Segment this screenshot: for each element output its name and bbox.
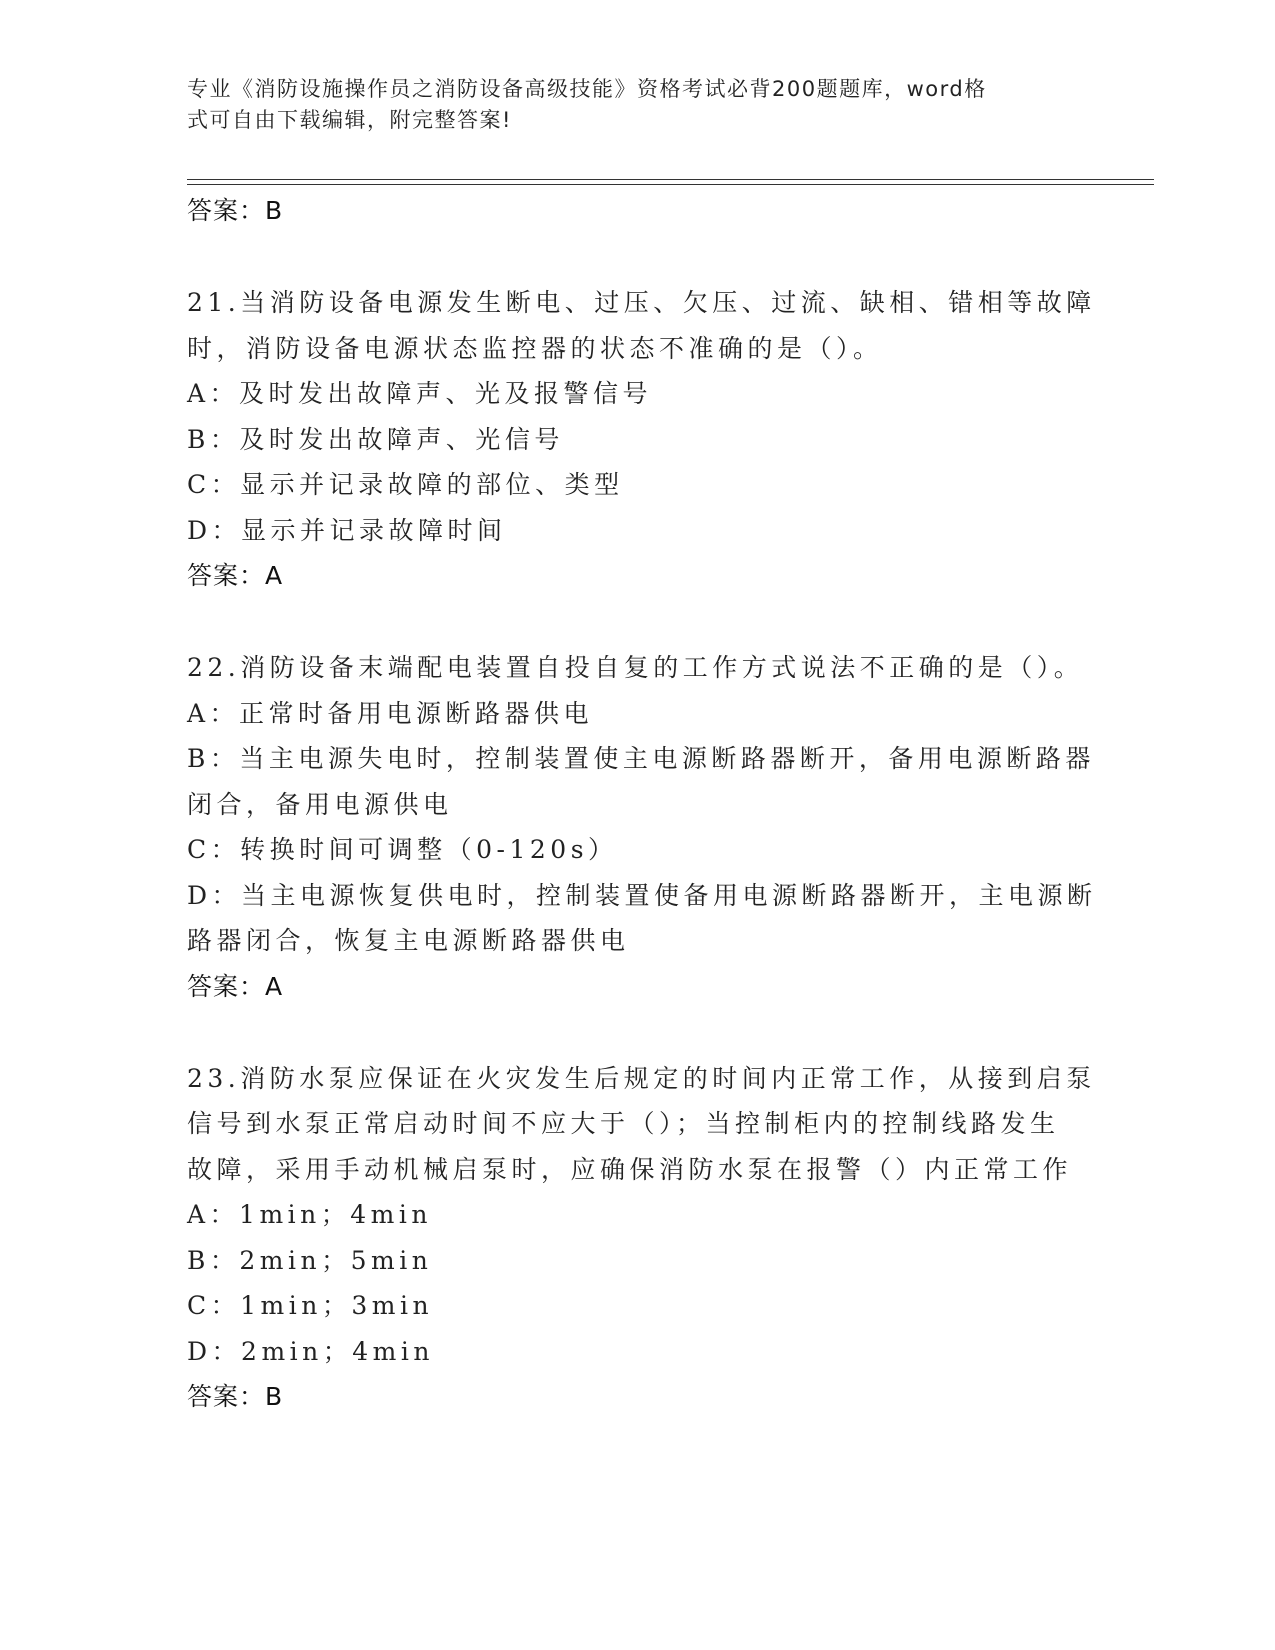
question-text-line: 信号到水泵正常启动时间不应大于（）；当控制柜内的控制线路发生 <box>187 1109 1060 1138</box>
option-c: C：1min；3min <box>187 1291 434 1320</box>
question-21 <box>187 280 1096 599</box>
question-23 <box>187 1056 1096 1421</box>
question-text-line: 23.消防水泵应保证在火灾发生后规定的时间内正常工作，从接到启泵 <box>187 1063 1096 1093</box>
question-22 <box>187 645 1097 1010</box>
answer-22: 答案：A <box>187 971 284 1001</box>
question-text-line: 时，消防设备电源状态监控器的状态不准确的是（）。 <box>187 333 883 363</box>
option-b-continued: 闭合，备用电源供电 <box>187 789 453 819</box>
question-text-line: 22.消防设备末端配电装置自投自复的工作方式说法不正确的是（）。 <box>187 653 1084 682</box>
option-d: D：显示并记录故障时间 <box>187 515 507 545</box>
option-b: B：及时发出故障声、光信号 <box>187 424 564 454</box>
answer-23: 答案：B <box>187 1382 284 1411</box>
option-b: B：2min；5min <box>187 1245 433 1275</box>
option-c: C：转换时间可调整（0-120s） <box>187 835 618 864</box>
option-a: A：正常时备用电源断路器供电 <box>187 698 594 728</box>
option-d: D：当主电源恢复供电时，控制装置使备用电源断路器断开，主电源断 <box>187 880 1097 910</box>
option-a: A：1min；4min <box>187 1200 432 1229</box>
header-divider-top <box>187 179 1154 180</box>
header-line-2: 式可自由下载编辑，附完整答案! <box>187 108 512 132</box>
option-d: D：2min；4min <box>187 1336 434 1366</box>
option-a: A：及时发出故障声、光及报警信号 <box>187 379 653 408</box>
header-line-1: 专业《消防设施操作员之消防设备高级技能》资格考试必背200题题库，word格 <box>187 77 987 101</box>
header-divider-bottom <box>187 184 1154 185</box>
question-content <box>187 188 1097 1420</box>
previous-answer: 答案：B <box>187 196 284 225</box>
document-header <box>187 74 1067 136</box>
option-b: B：当主电源失电时，控制装置使主电源断路器断开，备用电源断路器 <box>187 744 1095 773</box>
question-text-line: 故障，采用手动机械启泵时，应确保消防水泵在报警（）内正常工作 <box>187 1154 1073 1184</box>
option-d-continued: 路器闭合，恢复主电源断路器供电 <box>187 926 630 955</box>
option-c: C：显示并记录故障的部位、类型 <box>187 470 624 499</box>
question-text-line: 21.当消防设备电源发生断电、过压、欠压、过流、缺相、错相等故障 <box>187 288 1096 317</box>
answer-21: 答案：A <box>187 561 284 590</box>
